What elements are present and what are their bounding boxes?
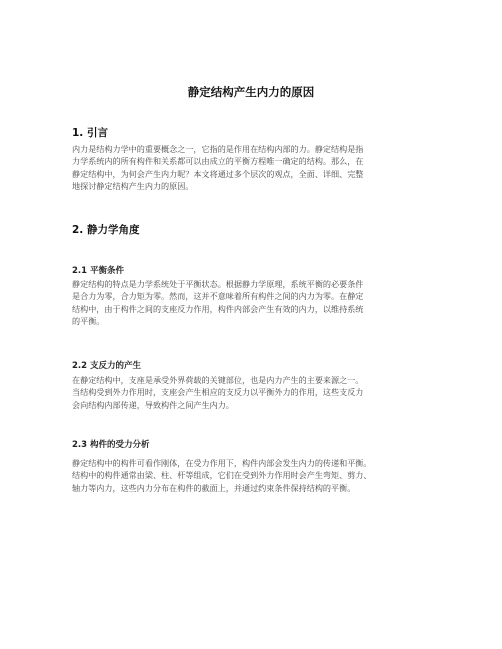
paragraph-line: 在静定结构中，支座是承受外界荷载的关键部位，也是内力产生的主要来源之一。	[72, 375, 364, 385]
subsection-heading-equilibrium: 2.1 平衡条件	[72, 266, 125, 276]
paragraph-line: 结构中，由于构件之间的支座反力作用，构件内部会产生有效的内力，以维持系统	[72, 303, 364, 314]
section-heading-statics: 2. 静力学角度	[72, 224, 140, 236]
paragraph-line: 是合力为零，合力矩为零。然而，这并不意味着所有构件之间的内力为零。在静定	[72, 291, 364, 302]
section-heading-introduction: 1. 引言	[72, 127, 108, 139]
paragraph-line: 会向结构内部传递，导致构件之间产生内力。	[72, 399, 234, 410]
paragraph-line: 静定结构中，为何会产生内力呢？本文将通过多个层次的观点，全面、详细、完整	[72, 168, 364, 179]
document-title: 静定结构产生内力的原因	[187, 85, 315, 99]
paragraph-line: 当结构受到外力作用时，支座会产生相应的支反力以平衡外力的作用，这些支反力	[72, 387, 364, 398]
paragraph-line: 静定结构中的构件可看作刚体，在受力作用下，构件内部会发生内力的传递和平衡。	[72, 458, 372, 468]
introduction-paragraph	[72, 143, 434, 193]
subsection-heading-member-analysis: 2.3 构件的受力分析	[72, 440, 150, 450]
support-reactions-paragraph	[72, 374, 434, 411]
paragraph-line: 力学系统内的所有构件和关系都可以由成立的平衡方程唯一确定的结构。那么，在	[72, 156, 364, 167]
subsection-heading-support-reactions: 2.2 支反力的产生	[72, 361, 142, 371]
paragraph-line: 轴力等内力，这些内力分布在构件的截面上，并通过约束条件保持结构的平衡。	[72, 482, 356, 493]
equilibrium-paragraph	[72, 278, 434, 328]
paragraph-line: 的平衡。	[72, 316, 105, 327]
paragraph-line: 地探讨静定结构产生内力的原因。	[72, 181, 194, 192]
paragraph-line: 内力是结构力学中的重要概念之一，它指的是作用在结构内部的力。静定结构是指	[72, 144, 364, 154]
member-analysis-paragraph	[72, 457, 434, 494]
paragraph-line: 静定结构的特点是力学系统处于平衡状态。根据静力学原理，系统平衡的必要条件	[72, 279, 364, 289]
paragraph-line: 结构中的构件通常由梁、柱、杆等组成，它们在受到外力作用时会产生弯矩、剪力、	[72, 470, 372, 481]
